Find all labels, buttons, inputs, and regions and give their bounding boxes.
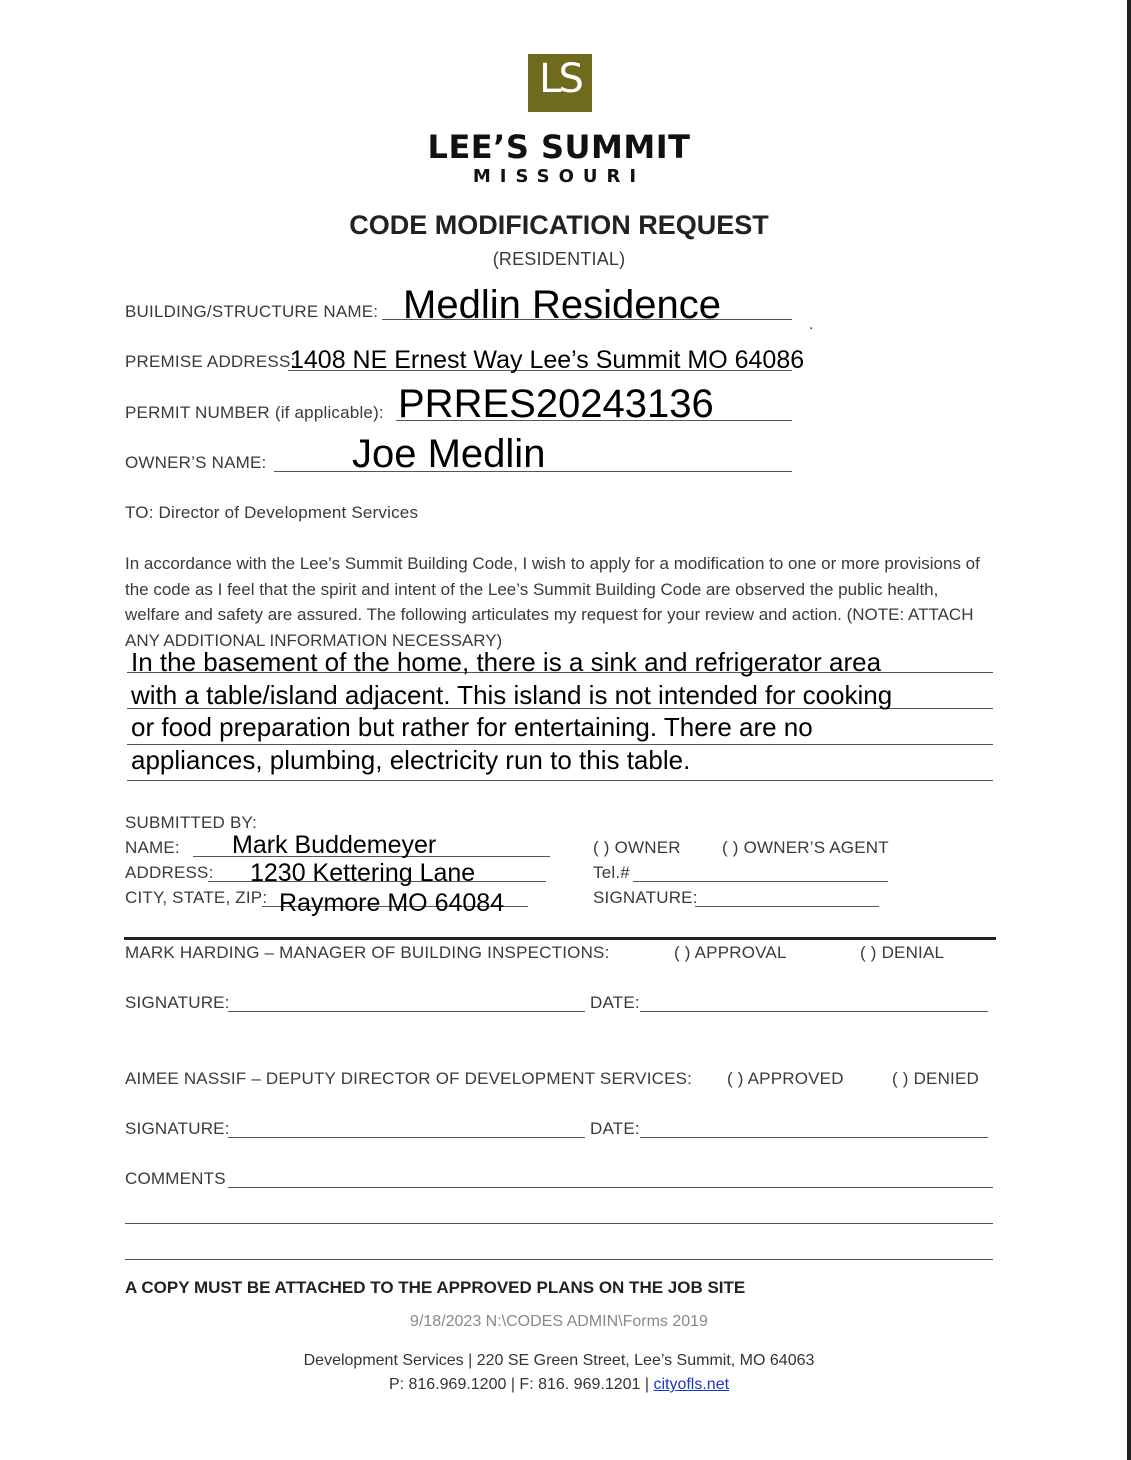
deputy-date-underline[interactable] <box>640 1137 988 1138</box>
section-divider <box>124 937 996 940</box>
submitter-name-value[interactable]: Mark Buddemeyer <box>232 831 437 859</box>
deputy-signature-underline[interactable] <box>228 1137 585 1138</box>
owner-name-label: OWNER’S NAME: <box>125 453 267 472</box>
inspections-signature-underline[interactable] <box>228 1011 585 1012</box>
submitted-by-heading: SUBMITTED BY: <box>125 813 258 832</box>
request-line-4[interactable]: appliances, plumbing, electricity run to this table. <box>131 745 691 775</box>
submitter-address-value[interactable]: 1230 Kettering Lane <box>250 859 476 887</box>
inspections-date-label: DATE: <box>590 993 640 1012</box>
form-title: CODE MODIFICATION REQUEST <box>349 210 769 240</box>
deputy-denied-option[interactable]: ( ) DENIED <box>892 1069 979 1088</box>
revision-line: 9/18/2023 N:\CODES ADMIN\Forms 2019 <box>410 1313 708 1330</box>
intro-paragraph: In accordance with the Lee’s Summit Building Code, I wish to apply for a modification to one or more provisions of the code as I feel that the spirit and intent of the Lee’s Summit Building Code are observed the public health, welfare and safety are assured. The following articulates my request for your review and action. (NOTE: ATTACH ANY ADDITIONAL INFORMATION NECESSARY) <box>125 554 980 650</box>
inspections-approval-option[interactable]: ( ) APPROVAL <box>674 943 787 962</box>
deputy-signature-label: SIGNATURE: <box>125 1119 230 1138</box>
inspections-denial-option[interactable]: ( ) DENIAL <box>860 943 945 962</box>
premise-address-value[interactable]: 1408 NE Ernest Way Lee’s Summit MO 64086 <box>290 346 805 374</box>
building-name-value[interactable]: Medlin Residence <box>403 283 721 327</box>
submitter-csz-label: CITY, STATE, ZIP: <box>125 888 268 907</box>
premise-address-label: PREMISE ADDRESS: <box>125 352 296 371</box>
request-line-2[interactable]: with a table/island adjacent. This island is not intended for cooking <box>131 680 893 710</box>
to-line: TO: Director of Development Services <box>125 503 419 522</box>
comments-underline-3[interactable] <box>125 1259 993 1260</box>
permit-number-label: PERMIT NUMBER (if applicable): <box>125 403 384 422</box>
submitter-csz-value[interactable]: Raymore MO 64084 <box>279 889 505 917</box>
submitter-signature-label: SIGNATURE: <box>593 888 698 907</box>
owner-name-value[interactable]: Joe Medlin <box>352 432 546 476</box>
state-name: MISSOURI <box>472 166 646 187</box>
owner-agent-option[interactable]: ( ) OWNER’S AGENT <box>722 838 889 857</box>
building-name-label: BUILDING/STRUCTURE NAME: <box>125 302 379 321</box>
logo-mark: LS <box>539 56 581 102</box>
submitter-signature-underline[interactable] <box>695 906 879 907</box>
inspections-signature-label: SIGNATURE: <box>125 993 230 1012</box>
owner-option[interactable]: ( ) OWNER <box>593 838 681 857</box>
office-line: Development Services | 220 SE Green Street, Lee’s Summit, MO 64063 <box>303 1352 815 1369</box>
deputy-approved-option[interactable]: ( ) APPROVED <box>727 1069 844 1088</box>
phone-numbers: P: 816.969.1200 | F: 816. 969.1201 | <box>388 1376 654 1393</box>
city-name: LEE’S SUMMIT <box>427 128 691 166</box>
deputy-date-label: DATE: <box>590 1119 640 1138</box>
city-logo-icon <box>528 54 592 112</box>
tel-underline[interactable] <box>633 881 888 882</box>
request-line-3[interactable]: or food preparation but rather for entertaining. There are no <box>131 712 813 742</box>
page-edge <box>1127 0 1131 1460</box>
comments-underline-1[interactable] <box>228 1187 993 1188</box>
comments-underline-2[interactable] <box>125 1223 993 1224</box>
permit-number-value[interactable]: PRRES20243136 <box>398 382 714 426</box>
tel-label: Tel.# <box>593 863 630 882</box>
submitter-name-label: NAME: <box>125 838 180 857</box>
inspections-date-underline[interactable] <box>640 1011 988 1012</box>
website-link[interactable]: cityofls.net <box>653 1376 730 1393</box>
request-line-1[interactable]: In the basement of the home, there is a sink and refrigerator area <box>131 647 882 677</box>
stray-dot: . <box>809 316 814 333</box>
submitter-address-label: ADDRESS: <box>125 863 214 882</box>
phone-line <box>0 1376 1118 1394</box>
request-underline-4 <box>127 780 993 781</box>
comments-label: COMMENTS <box>125 1169 226 1188</box>
copy-notice: A COPY MUST BE ATTACHED TO THE APPROVED PLANS ON THE JOB SITE <box>125 1278 746 1297</box>
inspections-title: MARK HARDING – MANAGER OF BUILDING INSPECTIONS: <box>125 943 610 962</box>
deputy-title: AIMEE NASSIF – DEPUTY DIRECTOR OF DEVELOPMENT SERVICES: <box>125 1069 693 1088</box>
form-subtitle: (RESIDENTIAL) <box>492 249 626 269</box>
